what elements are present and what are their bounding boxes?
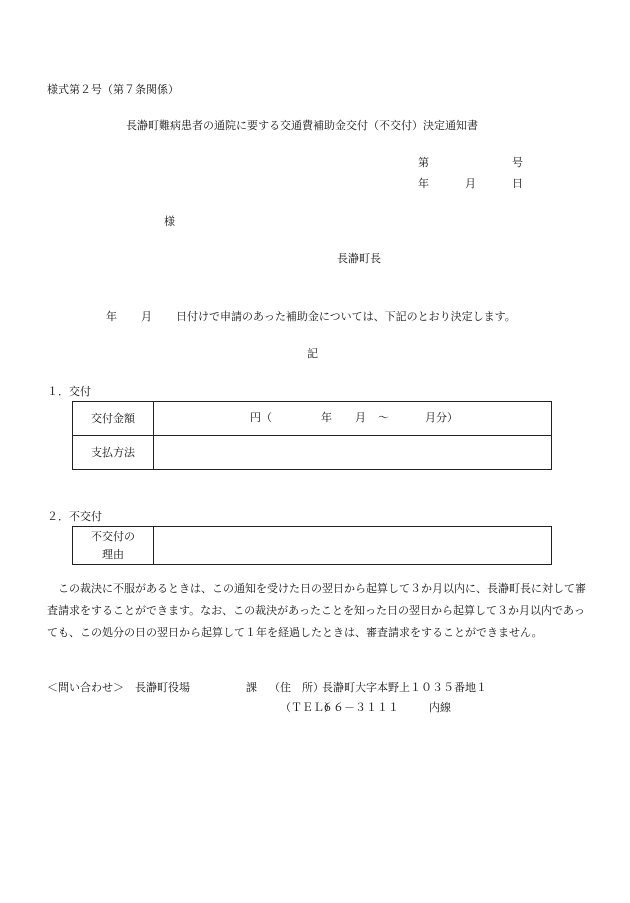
intro-month: 月 (141, 310, 152, 323)
date-year: 年 (418, 177, 429, 190)
payment-method-label: 支払方法 (73, 436, 154, 470)
contact-address: 長瀞町大字本野上１０３５番地１ (322, 681, 487, 694)
contact-address-label: （住 所） (269, 681, 324, 694)
amount-month-end: 月分） (425, 411, 458, 424)
appeal-notice (47, 578, 587, 644)
intro-text: 日付けで申請のあった補助金については、下記のとおり決定します。 (176, 310, 516, 323)
amount-month: 月 (355, 411, 366, 424)
section2-heading: ２．不交付 (47, 510, 102, 523)
contact-extension: 内線 (429, 701, 451, 714)
ki-heading: 記 (307, 347, 318, 360)
payment-method-cell (154, 436, 552, 470)
date-day: 日 (512, 177, 523, 190)
intro-year: 年 (106, 310, 117, 323)
contact-label: ＜問い合わせ＞ (47, 681, 124, 694)
grant-amount-cell (154, 402, 552, 436)
section1-heading: １．交付 (47, 385, 91, 398)
amount-tilde: ～ (378, 411, 389, 424)
amount-yen: 円（ (250, 411, 272, 424)
contact-office: 長瀞町役場 (135, 681, 190, 694)
doc-number-suffix: 号 (512, 156, 523, 169)
non-grant-row (73, 527, 552, 565)
non-grant-label-line1: 不交付の (91, 529, 135, 543)
grant-amount-label: 交付金額 (73, 402, 154, 436)
grant-amount-row (73, 402, 552, 436)
form-label: 様式第２号（第７条関係） (47, 83, 179, 96)
appeal-notice-text: この裁決に不服があるときは、この通知を受けた日の翌日から起算して３か月以内に、長瀞町長に対して審査請求をすることができます。なお、この裁決があったことを知った日の翌日から起算して３か月以内であっても、この処分の日の翌日から起算して１年を経過したときは、審査請求をすることができません。 (47, 582, 586, 639)
amount-year: 年 (321, 411, 332, 424)
document-title: 長瀞町難病患者の通院に要する交通費補助金交付（不交付）決定通知書 (126, 119, 478, 132)
non-grant-label-line2: 理由 (102, 547, 124, 561)
contact-tel-label: （ＴＥＬ） (280, 701, 335, 714)
contact-tel: ６６－３１１１ (322, 701, 399, 714)
contact-section: 課 (246, 681, 257, 694)
recipient-suffix: 様 (164, 215, 175, 228)
non-grant-reason-cell (154, 527, 552, 565)
grant-table (72, 401, 552, 470)
doc-number-prefix: 第 (418, 156, 429, 169)
date-month: 月 (465, 177, 476, 190)
issuer: 長瀞町長 (337, 252, 381, 265)
non-grant-reason-label (73, 527, 154, 565)
payment-method-row (73, 436, 552, 470)
non-grant-table (72, 526, 552, 565)
